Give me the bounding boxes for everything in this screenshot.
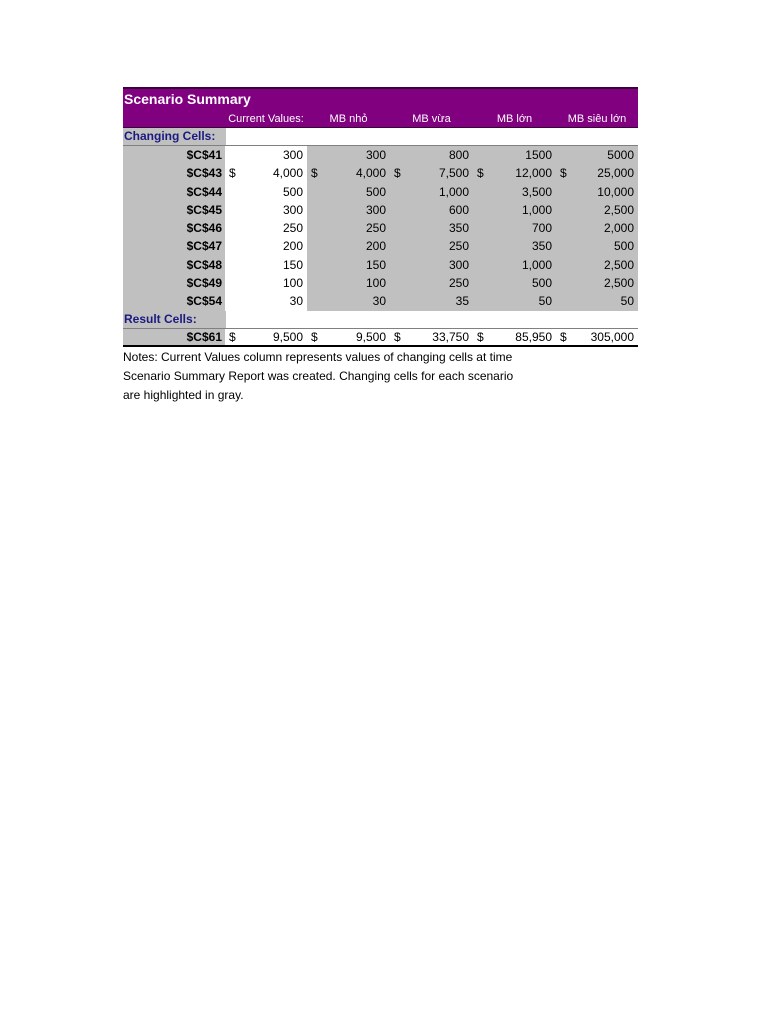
value-number: 10,000 bbox=[597, 184, 634, 199]
value-cell bbox=[225, 274, 307, 292]
currency-symbol: $ bbox=[560, 329, 567, 344]
value-cell bbox=[473, 237, 556, 255]
value-number: 2,000 bbox=[603, 221, 634, 236]
currency-symbol: $ bbox=[394, 166, 401, 181]
header-cell-label bbox=[123, 110, 225, 127]
cell-reference: $C$45 bbox=[123, 201, 225, 219]
value-cell bbox=[390, 292, 473, 310]
value-cell bbox=[225, 292, 307, 310]
value-number: 2,500 bbox=[603, 257, 634, 272]
value-number: 30 bbox=[289, 294, 303, 309]
value-cell bbox=[556, 292, 638, 310]
currency-symbol: $ bbox=[477, 166, 484, 181]
changing-cells-label: Changing Cells: bbox=[123, 128, 226, 145]
value-number: 85,950 bbox=[515, 329, 552, 344]
value-cell bbox=[307, 237, 390, 255]
report-notes: Notes: Current Values column represents values of changing cells at time Scenario Summary Report was created. Changing cells for each scenario are highlighted in gray. bbox=[123, 349, 514, 402]
scenario-summary-report bbox=[123, 87, 638, 405]
value-number: 150 bbox=[282, 257, 303, 272]
currency-symbol: $ bbox=[311, 166, 318, 181]
currency-symbol: $ bbox=[394, 329, 401, 344]
value-number: 12,000 bbox=[515, 166, 552, 181]
table-row bbox=[123, 237, 638, 255]
value-number: 500 bbox=[613, 239, 634, 254]
value-number: 4,000 bbox=[272, 166, 303, 181]
value-cell bbox=[225, 164, 307, 182]
value-number: 700 bbox=[531, 221, 552, 236]
value-cell bbox=[225, 183, 307, 201]
value-cell bbox=[390, 201, 473, 219]
cell-reference: $C$46 bbox=[123, 219, 225, 237]
table-row bbox=[123, 164, 638, 182]
cell-reference: $C$49 bbox=[123, 274, 225, 292]
value-number: 100 bbox=[282, 276, 303, 291]
value-cell bbox=[307, 164, 390, 182]
value-cell bbox=[307, 329, 390, 345]
value-number: 100 bbox=[365, 276, 386, 291]
value-number: 150 bbox=[365, 257, 386, 272]
value-number: 200 bbox=[365, 239, 386, 254]
value-cell bbox=[225, 256, 307, 274]
changing-cells-section bbox=[123, 128, 638, 146]
value-number: 305,000 bbox=[590, 329, 634, 344]
cell-reference: $C$43 bbox=[123, 164, 225, 182]
value-number: 500 bbox=[282, 184, 303, 199]
value-cell bbox=[390, 237, 473, 255]
table-row bbox=[123, 274, 638, 292]
cell-reference: $C$61 bbox=[123, 329, 225, 345]
value-cell bbox=[307, 274, 390, 292]
table-row bbox=[123, 183, 638, 201]
value-number: 5000 bbox=[607, 148, 634, 162]
value-cell bbox=[556, 146, 638, 164]
column-header-row bbox=[123, 110, 638, 128]
value-number: 1,000 bbox=[438, 184, 469, 199]
value-number: 1,000 bbox=[521, 202, 552, 217]
result-cells-section bbox=[123, 311, 638, 329]
value-cell bbox=[225, 329, 307, 345]
value-number: 9,500 bbox=[272, 329, 303, 344]
value-cell bbox=[556, 256, 638, 274]
value-number: 7,500 bbox=[438, 166, 469, 181]
value-cell bbox=[473, 274, 556, 292]
currency-symbol: $ bbox=[311, 329, 318, 344]
value-number: 4,000 bbox=[355, 166, 386, 181]
value-number: 800 bbox=[448, 148, 469, 162]
value-cell bbox=[473, 219, 556, 237]
value-cell bbox=[473, 183, 556, 201]
value-cell bbox=[556, 329, 638, 345]
value-cell bbox=[390, 219, 473, 237]
currency-symbol: $ bbox=[560, 166, 567, 181]
header-current-values: Current Values: bbox=[228, 113, 304, 125]
value-number: 30 bbox=[372, 294, 386, 309]
value-cell bbox=[307, 146, 390, 164]
value-number: 33,750 bbox=[432, 329, 469, 344]
value-cell bbox=[225, 201, 307, 219]
value-number: 500 bbox=[531, 276, 552, 291]
value-cell bbox=[390, 256, 473, 274]
header-mb-sieu-lon: MB siêu lớn bbox=[567, 113, 627, 125]
value-number: 50 bbox=[538, 294, 552, 309]
table-row bbox=[123, 256, 638, 274]
cell-reference: $C$48 bbox=[123, 256, 225, 274]
value-cell bbox=[556, 274, 638, 292]
header-mb-lon: MB lớn bbox=[496, 113, 533, 125]
value-number: 300 bbox=[365, 202, 386, 217]
value-cell bbox=[556, 201, 638, 219]
currency-symbol: $ bbox=[229, 329, 236, 344]
table-row bbox=[123, 201, 638, 219]
value-number: 50 bbox=[620, 294, 634, 309]
value-number: 9,500 bbox=[355, 329, 386, 344]
value-number: 250 bbox=[282, 221, 303, 236]
report-title: Scenario Summary bbox=[123, 87, 638, 110]
value-cell bbox=[473, 329, 556, 345]
value-number: 3,500 bbox=[521, 184, 552, 199]
value-cell bbox=[556, 237, 638, 255]
changing-cells-table bbox=[123, 146, 638, 311]
currency-symbol: $ bbox=[477, 329, 484, 344]
value-cell bbox=[307, 201, 390, 219]
value-cell bbox=[556, 164, 638, 182]
value-number: 2,500 bbox=[603, 276, 634, 291]
value-cell bbox=[307, 219, 390, 237]
value-number: 600 bbox=[448, 202, 469, 217]
value-number: 300 bbox=[282, 202, 303, 217]
value-number: 35 bbox=[455, 294, 469, 309]
cell-reference: $C$47 bbox=[123, 237, 225, 255]
value-cell bbox=[473, 201, 556, 219]
table-row bbox=[123, 146, 638, 164]
value-cell bbox=[225, 146, 307, 164]
value-cell bbox=[390, 329, 473, 345]
value-number: 1,000 bbox=[521, 257, 552, 272]
result-cells-label: Result Cells: bbox=[123, 311, 226, 328]
value-number: 250 bbox=[448, 276, 469, 291]
value-cell bbox=[225, 237, 307, 255]
value-cell bbox=[307, 256, 390, 274]
value-cell bbox=[307, 183, 390, 201]
value-number: 300 bbox=[448, 257, 469, 272]
value-number: 1500 bbox=[525, 148, 552, 162]
value-cell bbox=[307, 292, 390, 310]
value-number: 350 bbox=[531, 239, 552, 254]
cell-reference: $C$44 bbox=[123, 183, 225, 201]
value-cell bbox=[390, 164, 473, 182]
value-number: 300 bbox=[282, 148, 303, 162]
value-cell bbox=[225, 219, 307, 237]
value-cell bbox=[390, 146, 473, 164]
value-number: 25,000 bbox=[597, 166, 634, 181]
value-number: 500 bbox=[365, 184, 386, 199]
table-row bbox=[123, 329, 638, 347]
value-cell bbox=[473, 164, 556, 182]
value-cell bbox=[390, 183, 473, 201]
table-row bbox=[123, 219, 638, 237]
value-cell bbox=[473, 256, 556, 274]
table-row bbox=[123, 292, 638, 310]
cell-reference: $C$41 bbox=[123, 146, 225, 164]
value-number: 2,500 bbox=[603, 202, 634, 217]
value-number: 200 bbox=[282, 239, 303, 254]
value-cell bbox=[556, 219, 638, 237]
header-mb-vua: MB vừa bbox=[412, 113, 451, 125]
value-number: 300 bbox=[365, 148, 386, 162]
value-number: 250 bbox=[448, 239, 469, 254]
header-mb-nho: MB nhỏ bbox=[329, 113, 368, 125]
value-cell bbox=[390, 274, 473, 292]
cell-reference: $C$54 bbox=[123, 292, 225, 310]
value-number: 250 bbox=[365, 221, 386, 236]
currency-symbol: $ bbox=[229, 166, 236, 181]
value-cell bbox=[473, 146, 556, 164]
value-cell bbox=[556, 183, 638, 201]
value-cell bbox=[473, 292, 556, 310]
result-cells-table bbox=[123, 329, 638, 347]
value-number: 350 bbox=[448, 221, 469, 236]
